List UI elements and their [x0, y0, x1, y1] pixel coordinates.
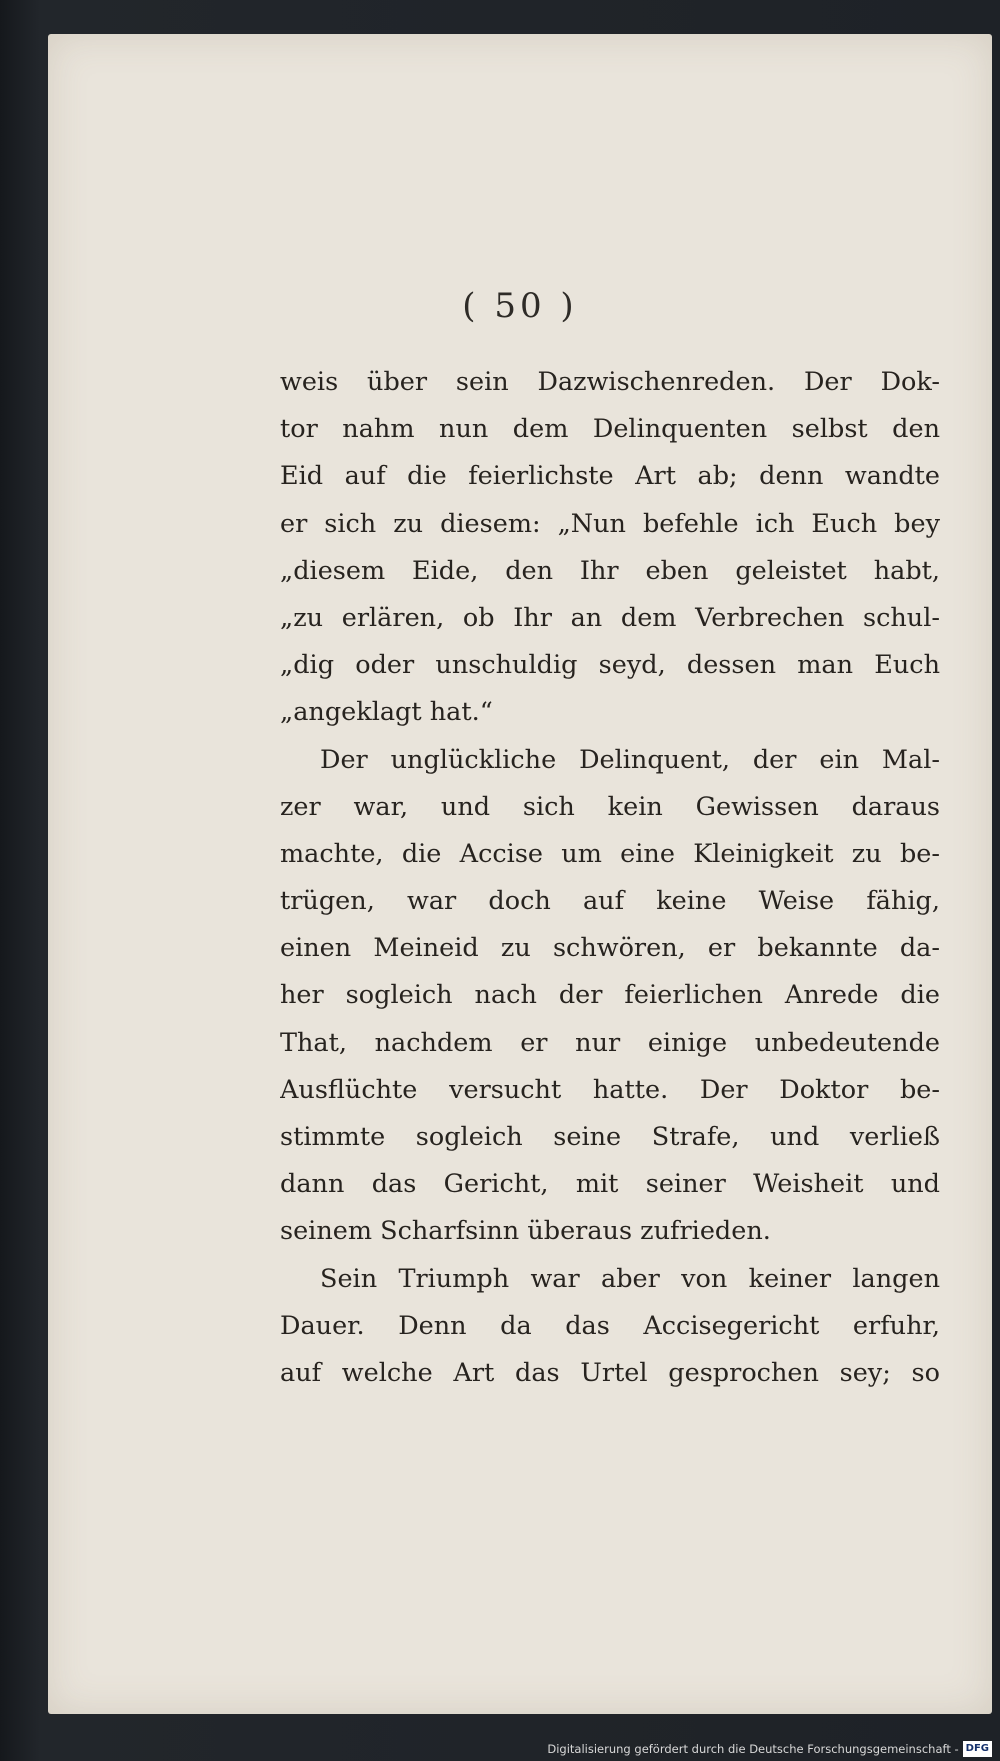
text-line: „diesem Eide, den Ihr eben geleistet habt, [280, 555, 940, 586]
credit-text: Digitalisierung gefördert durch die Deutsche Forschungsgemeinschaft - [547, 1742, 959, 1756]
body-text [280, 359, 940, 1397]
book-page [48, 34, 992, 1714]
text-line: dann das Gericht, mit seiner Weisheit und [280, 1169, 940, 1200]
text-line: tor nahm nun dem Delinquenten selbst den [280, 414, 940, 445]
text-line: er sich zu diesem: „Nun befehle ich Euch bey [280, 508, 940, 539]
text-line: „dig oder unschuldig seyd, dessen man Euch [280, 650, 940, 681]
text-line: Dauer. Denn da das Accisegericht erfuhr, [280, 1310, 940, 1341]
text-line: „zu erlären, ob Ihr an dem Verbrechen schul- [280, 602, 940, 633]
text-line: Eid auf die feierlichste Art ab; denn wandte [280, 461, 940, 492]
text-line: auf welche Art das Urtel gesprochen sey; so [280, 1357, 940, 1388]
text-line: trügen, war doch auf keine Weise fähig, [280, 886, 940, 917]
text-line: Ausflüchte versucht hatte. Der Doktor be- [280, 1074, 940, 1105]
digitization-credit [547, 1737, 1000, 1761]
dfg-logo: DFG [963, 1741, 992, 1757]
text-line: weis über sein Dazwischenreden. Der Dok- [280, 367, 940, 397]
page-number: ( 50 ) [462, 286, 578, 326]
text-line: einen Meineid zu schwören, er bekannte da- [280, 933, 940, 964]
paragraph-start-line: Der unglückliche Delinquent, der ein Mal- [320, 744, 940, 775]
text-line: That, nachdem er nur einige unbedeutende [280, 1027, 940, 1058]
text-line: „angeklagt hat.“ [280, 697, 493, 728]
text-line: seinem Scharfsinn überaus zufrieden. [280, 1216, 771, 1247]
text-line: stimmte sogleich seine Strafe, und verließ [280, 1122, 940, 1152]
paragraph-start-line: Sein Triumph war aber von keiner langen [320, 1263, 940, 1294]
text-line: her sogleich nach der feierlichen Anrede die [280, 980, 940, 1011]
text-line: zer war, und sich kein Gewissen daraus [280, 791, 940, 822]
text-line: machte, die Accise um eine Kleinigkeit zu be- [280, 838, 940, 869]
